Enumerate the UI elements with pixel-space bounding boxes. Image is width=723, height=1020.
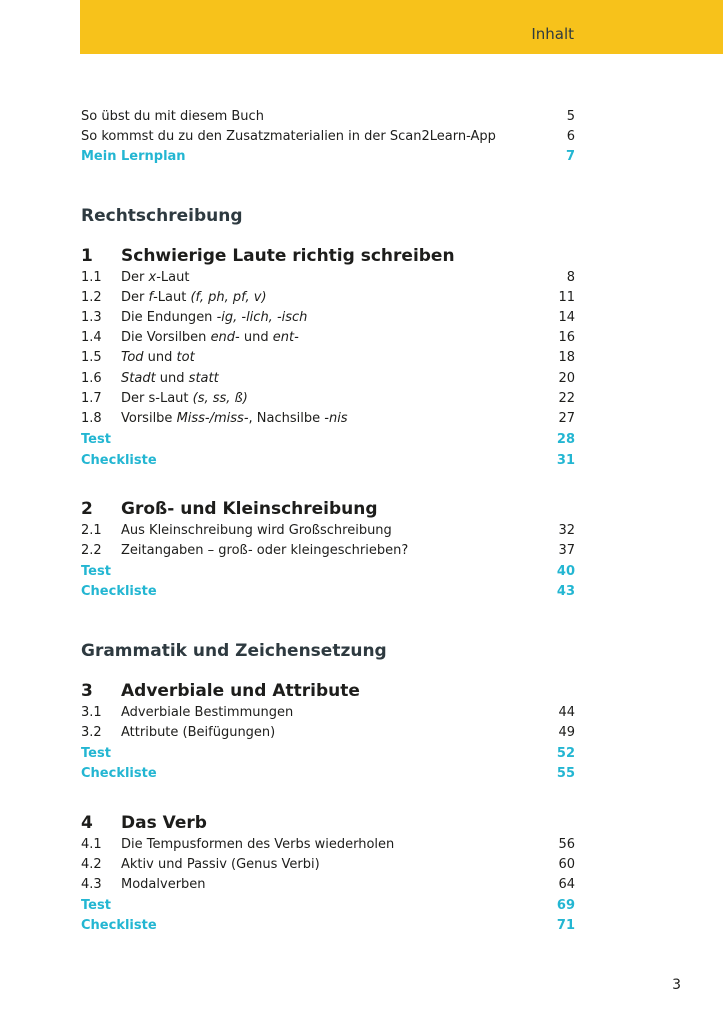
toc-entry[interactable] — [81, 328, 575, 348]
entry-label: Vorsilbe Miss-/miss-, Nachsilbe -nis — [121, 411, 348, 426]
entry-label: Test — [81, 564, 111, 579]
entry-label: Der x-Laut — [121, 270, 190, 285]
entry-number: 4.3 — [81, 877, 102, 892]
entry-number: 1.4 — [81, 330, 102, 345]
entry-page: 16 — [558, 330, 575, 345]
entry-number: 1.3 — [81, 310, 102, 325]
toc-entry[interactable] — [81, 409, 575, 429]
entry-page: 37 — [558, 543, 575, 558]
toc-entry[interactable] — [81, 521, 575, 541]
entry-page: 43 — [556, 584, 575, 599]
entry-label: Checkliste — [81, 453, 157, 468]
chapter-number: 2 — [81, 499, 93, 519]
toc-entry[interactable] — [81, 389, 575, 409]
entry-page: 56 — [558, 837, 575, 852]
toc-entry-test[interactable] — [81, 744, 575, 764]
entry-page: 20 — [558, 371, 575, 386]
toc-entry[interactable] — [81, 541, 575, 561]
entry-number: 1.6 — [81, 371, 102, 386]
entry-label: Die Tempusformen des Verbs wiederholen — [121, 837, 395, 852]
toc-entry[interactable] — [81, 855, 575, 875]
entry-page: 64 — [558, 877, 575, 892]
chapter-title: Schwierige Laute richtig schreiben — [121, 246, 455, 266]
toc-entry-checkliste[interactable] — [81, 582, 575, 602]
toc-entry-test[interactable] — [81, 430, 575, 450]
entry-number: 4.2 — [81, 857, 102, 872]
toc-entry[interactable] — [81, 348, 575, 368]
toc-entry[interactable] — [81, 127, 575, 147]
entry-label: So übst du mit diesem Buch — [81, 109, 264, 124]
entry-label: Die Vorsilben end- und ent- — [121, 330, 299, 345]
entry-page: 18 — [558, 350, 575, 365]
entry-page: 27 — [558, 411, 575, 426]
chapter-title: Groß- und Kleinschreibung — [121, 499, 378, 519]
entry-number: 2.2 — [81, 543, 102, 558]
entry-number: 1.1 — [81, 270, 102, 285]
entry-page: 31 — [556, 453, 575, 468]
entry-label: Tod und tot — [121, 350, 195, 365]
entry-page: 14 — [558, 310, 575, 325]
toc-entry[interactable] — [81, 369, 575, 389]
entry-label: Zeitangaben – groß- oder kleingeschrieben? — [121, 543, 409, 558]
entry-label: Aktiv und Passiv (Genus Verbi) — [121, 857, 320, 872]
entry-page: 69 — [556, 898, 575, 913]
entry-label: Checkliste — [81, 584, 157, 599]
entry-label: Mein Lernplan — [81, 149, 186, 164]
toc-entry-test[interactable] — [81, 562, 575, 582]
toc-entry[interactable] — [81, 723, 575, 743]
toc-entry-test[interactable] — [81, 896, 575, 916]
chapter-number: 4 — [81, 813, 93, 833]
toc-entry[interactable] — [81, 308, 575, 328]
entry-label: Stadt und statt — [121, 371, 219, 386]
entry-label: Adverbiale Bestimmungen — [121, 705, 294, 720]
toc-entry-checkliste[interactable] — [81, 451, 575, 471]
entry-page: 8 — [566, 270, 575, 285]
toc-entry[interactable] — [81, 107, 575, 127]
entry-label: Die Endungen -ig, -lich, -isch — [121, 310, 308, 325]
chapter-number: 3 — [81, 681, 93, 701]
page-number: 3 — [672, 977, 681, 993]
entry-label: Der s-Laut (s, ss, ß) — [121, 391, 248, 406]
entry-label: Checkliste — [81, 918, 157, 933]
entry-label: Attribute (Beifügungen) — [121, 725, 276, 740]
entry-page: 49 — [558, 725, 575, 740]
header-band — [80, 0, 723, 54]
entry-label: Test — [81, 898, 111, 913]
section-heading: Rechtschreibung — [81, 206, 243, 226]
entry-number: 3.2 — [81, 725, 102, 740]
entry-label: Checkliste — [81, 766, 157, 781]
entry-number: 3.1 — [81, 705, 102, 720]
entry-page: 7 — [565, 149, 575, 164]
toc-entry[interactable] — [81, 268, 575, 288]
chapter-title: Das Verb — [121, 813, 207, 833]
entry-page: 32 — [558, 523, 575, 538]
entry-page: 5 — [566, 109, 575, 124]
entry-number: 1.5 — [81, 350, 102, 365]
entry-number: 1.8 — [81, 411, 102, 426]
entry-page: 40 — [556, 564, 575, 579]
entry-page: 22 — [558, 391, 575, 406]
entry-label: Der f-Laut (f, ph, pf, v) — [121, 290, 267, 305]
toc-entry[interactable] — [81, 835, 575, 855]
toc-entry-checkliste[interactable] — [81, 764, 575, 784]
entry-label: Test — [81, 746, 111, 761]
toc-entry[interactable] — [81, 288, 575, 308]
toc-entry[interactable] — [81, 875, 575, 895]
chapter-title: Adverbiale und Attribute — [121, 681, 360, 701]
toc-entry[interactable] — [81, 703, 575, 723]
entry-page: 44 — [558, 705, 575, 720]
entry-page: 71 — [556, 918, 575, 933]
entry-number: 1.7 — [81, 391, 102, 406]
toc-entry-checkliste[interactable] — [81, 916, 575, 936]
toc-entry-lernplan[interactable] — [81, 147, 575, 167]
entry-page: 55 — [556, 766, 575, 781]
entry-number: 4.1 — [81, 837, 102, 852]
entry-page: 11 — [558, 290, 575, 305]
section-heading: Grammatik und Zeichensetzung — [81, 641, 387, 661]
page-title: Inhalt — [531, 25, 574, 43]
chapter-number: 1 — [81, 246, 93, 266]
entry-label: Aus Kleinschreibung wird Großschreibung — [121, 523, 392, 538]
entry-label: So kommst du zu den Zusatzmaterialien in der Scan2Learn-App — [81, 129, 496, 144]
entry-page: 52 — [556, 746, 575, 761]
entry-page: 6 — [566, 129, 575, 144]
entry-label: Modalverben — [121, 877, 206, 892]
entry-page: 28 — [556, 432, 575, 447]
entry-page: 60 — [558, 857, 575, 872]
entry-number: 1.2 — [81, 290, 102, 305]
entry-number: 2.1 — [81, 523, 102, 538]
entry-label: Test — [81, 432, 111, 447]
